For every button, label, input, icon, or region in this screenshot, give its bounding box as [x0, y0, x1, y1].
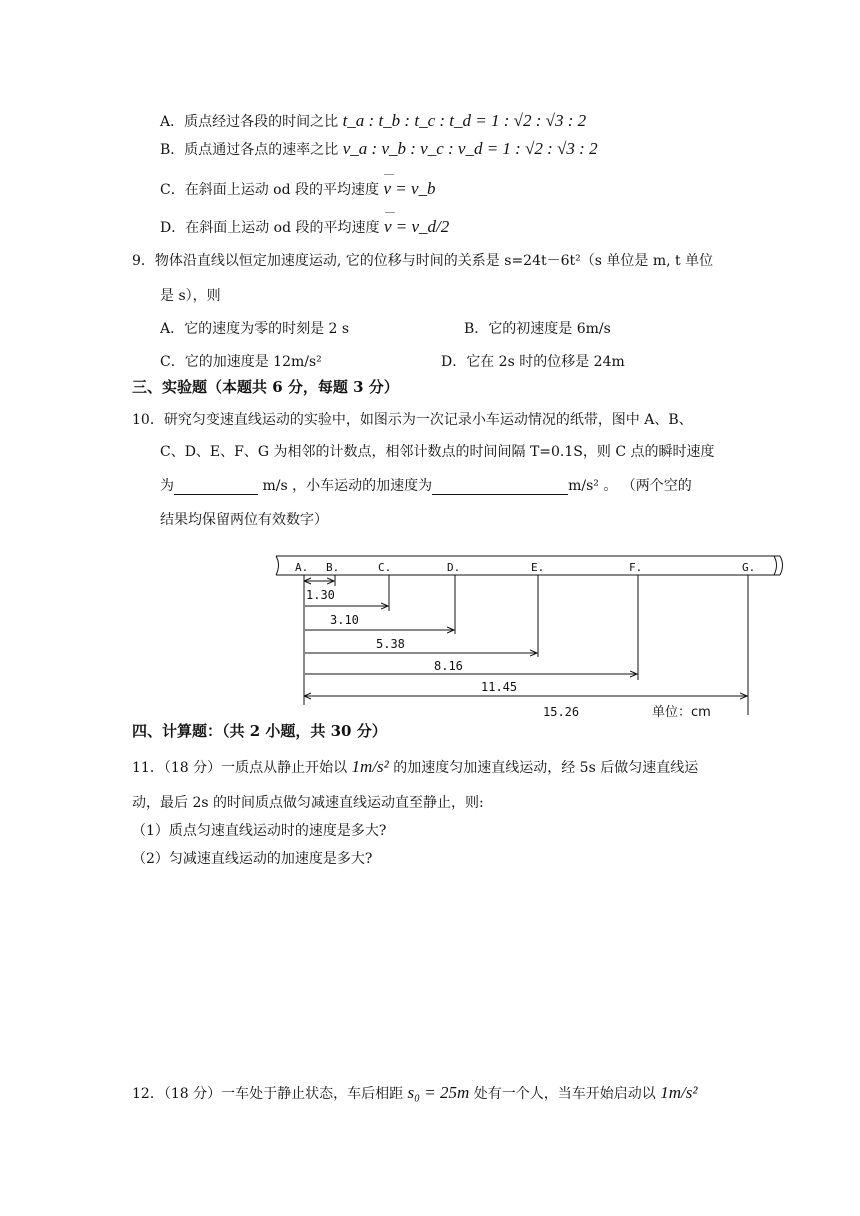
q11-sub2: （2）匀减速直线运动的加速度是多大?	[132, 851, 373, 867]
tape-point-g: G.	[742, 561, 756, 574]
tape-distance-ab: 1.30	[306, 588, 335, 602]
tape-distance-ae: 8.16	[434, 659, 463, 673]
option-label: A．	[160, 114, 185, 130]
q12-math-accel: 1m/s²	[660, 1083, 698, 1102]
tape-point-e: E.	[531, 561, 545, 574]
tape-distance-ag: 15.26	[543, 705, 580, 719]
q10-text-c: m/s² 。 （两个空的	[568, 478, 692, 494]
q8-option-b	[160, 140, 598, 159]
q12-text-a: 12．（18 分）一车处于静止状态，车后相距	[132, 1086, 404, 1102]
q10-text-b: m/s ，小车运动的加速度为	[258, 478, 433, 494]
answer-blank-acceleration[interactable]	[432, 480, 568, 495]
option-text: 质点经过各段的时间之比	[184, 114, 339, 130]
option-text: 质点通过各点的速率之比	[184, 142, 339, 158]
tape-point-c: C.	[378, 561, 392, 574]
tape-distance-ac: 3.10	[330, 613, 359, 627]
tape-unit-label: 单位：cm	[652, 705, 711, 720]
tape-point-a: A.	[295, 561, 309, 574]
tape-point-f: F.	[629, 561, 643, 574]
q8-option-d	[160, 218, 449, 237]
paper-tape-diagram	[0, 550, 860, 720]
option-math: v_a : v_b : v_c : v_d = 1 : √2 : √3 : 2	[342, 139, 598, 158]
q11-text-a: 11．（18 分）一质点从静止开始以	[132, 760, 348, 776]
q11-math-accel: 1m/s²	[351, 757, 389, 776]
q12-line1	[132, 1084, 697, 1103]
q11-line1	[132, 758, 698, 777]
q8-option-a	[160, 112, 586, 131]
option-label: D．	[160, 220, 186, 236]
q9-stem-line1: 9．物体沿直线以恒定加速度运动, 它的位移与时间的关系是 s=24t－6t²（s 单位是 m, t 单位	[132, 253, 714, 269]
q10-line2: C、D、E、F、G 为相邻的计数点，相邻计数点的时间间隔 T=0.1S，则 C 点的瞬时速度	[160, 444, 715, 460]
option-text: 在斜面上运动 od 段的平均速度	[184, 182, 380, 198]
option-text: 在斜面上运动 od 段的平均速度	[185, 220, 380, 236]
q12-text-b: 处有一个人，当车开始启动以	[473, 1086, 656, 1102]
option-math: v = v_d/2	[383, 217, 450, 236]
q10-text-a: 为	[160, 478, 174, 494]
option-math: v = v_b	[383, 179, 436, 198]
q10-line1: 10．研究匀变速直线运动的实验中，如图示为一次记录小车运动情况的纸带，图中 A、B、	[132, 412, 693, 428]
q9-option-c: C．它的加速度是 12m/s²	[160, 354, 322, 370]
q9-option-a: A．它的速度为零的时刻是 2 s	[160, 321, 350, 337]
q11-text-b: 的加速度匀加速直线运动，经 5s 后做匀速直线运	[393, 760, 699, 776]
section4-title: 四、计算题：（共 2 小题，共 30 分）	[132, 722, 387, 740]
q12-math-distance: s₀ = 25m	[407, 1083, 470, 1102]
q9-stem-line2: 是 s），则	[160, 288, 221, 304]
tape-point-d: D.	[447, 561, 461, 574]
q9-option-d: D．它在 2s 时的位移是 24m	[441, 354, 625, 370]
q11-line2: 动，最后 2s 的时间质点做匀减速直线运动直至静止，则:	[132, 795, 484, 811]
q10-line4: 结果均保留两位有效数字）	[160, 512, 328, 528]
q8-option-c	[160, 180, 436, 199]
q9-option-b: B．它的初速度是 6m/s	[464, 321, 611, 337]
tape-distance-ad: 5.38	[376, 637, 405, 651]
option-math: t_a : t_b : t_c : t_d = 1 : √2 : √3 : 2	[342, 111, 587, 130]
answer-blank-velocity[interactable]	[174, 480, 258, 495]
option-label: C．	[160, 182, 185, 198]
tape-point-b: B.	[326, 561, 340, 574]
q10-line3	[160, 477, 692, 495]
tape-distance-af: 11.45	[481, 680, 518, 694]
q11-sub1: （1）质点匀速直线运动时的速度是多大?	[132, 823, 387, 839]
section3-title: 三、实验题（本题共 6 分，每题 3 分）	[132, 378, 399, 396]
option-label: B．	[160, 142, 185, 158]
